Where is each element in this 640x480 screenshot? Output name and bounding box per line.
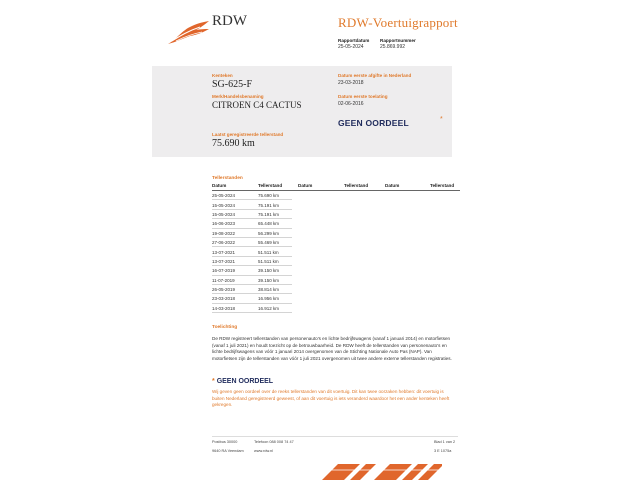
row-date: 14-03-2018 [212,305,236,311]
eerste-afgifte-value: 23-03-2018 [338,80,364,86]
table-row [212,229,292,238]
decorative-stripes-icon [316,460,442,480]
table-row [212,210,292,219]
row-date: 15-05-2024 [212,202,236,208]
table-row [212,191,292,200]
col-header-datum-2: Datum [298,183,313,188]
row-value: 39.150 km [258,268,280,274]
table-row [212,294,292,303]
row-date: 13-07-2021 [212,258,236,264]
footer-website[interactable]: www.rdw.nl [254,449,273,453]
row-date: 23-03-2018 [212,296,236,302]
vehicle-info-panel [152,66,452,157]
row-date: 19-08-2022 [212,230,236,236]
report-date-label: Rapportdatum [338,38,370,43]
footer-divider [212,436,458,437]
row-date: 11-07-2019 [212,277,235,283]
row-date: 26-05-2019 [212,287,236,293]
report-title: RDW-Voertuigrapport [338,15,458,30]
brand-name: RDW [212,13,247,29]
merk-value: CITROEN C4 CACTUS [212,100,302,110]
table-row [212,276,292,285]
report-number: 25.869.992 [380,44,406,50]
row-date: 25-05-2024 [212,193,236,199]
table-row [212,304,292,313]
table-row [212,219,292,228]
row-value: 39.150 km [258,277,280,283]
row-value: 51.511 km [258,249,279,255]
toelichting-paragraph: De RDW registreert tellerstanden van personenauto's en lichte bedrijfswagens (vanaf 1 januari 2014) en motorfietsen (vanaf 1 juli 2021) en houdt toezicht op de betrouwbaarheid. De RDW heeft de tellerstanden van personenauto's en lichte bedrijfswagens van vóór 1 januari 2014 overgenomen van de Stichting Nationale Auto Pas (NAP). Van motorfietsen zijn de tellerstanden van vóór 1 juli 2021 overgenomen uit twee andere externe tellerstanden registraties. [212,336,452,361]
table-row [212,257,292,266]
table-row [212,285,292,294]
oordeel-asterisk: * [440,116,443,123]
merk-label: Merk/Handelsbenaming [212,94,264,99]
stand-value: 75.690 km [212,138,255,149]
col-header-tellerstand-2: Tellerstand [344,183,369,188]
row-value: 38.814 km [258,287,280,293]
table-header-divider [212,190,460,191]
table-row [212,238,292,247]
row-value: 16.956 km [258,296,280,302]
col-header-datum-3: Datum [385,183,400,188]
oordeel-heading-asterisk: * [212,378,215,385]
row-value: 75.690 km [258,193,280,199]
stand-label: Laatst geregistreerde tellerstand [212,132,284,137]
tellerstanden-title: Tellerstanden [212,176,243,181]
table-row [212,266,292,275]
kenteken-label: Kenteken [212,73,233,78]
row-value: 16.912 km [258,305,280,311]
row-date: 15-05-2024 [212,211,236,217]
row-value: 55.469 km [258,240,280,246]
footer-postbus: Postbus 30000 [212,440,238,444]
row-date: 13-07-2021 [212,249,236,255]
row-value: 51.511 km [258,258,279,264]
report-number-label: Rapportnummer [380,38,416,43]
eerste-toelating-label: Datum eerste toelating [338,94,388,99]
tellerstanden-rows [212,191,292,313]
eerste-afgifte-label: Datum eerste afgifte in Nederland [338,73,412,78]
footer-telefoon: Telefoon 088 008 74 47 [254,440,294,444]
row-date: 27-06-2022 [212,240,236,246]
table-row [212,200,292,209]
report-date: 25-05-2024 [338,44,364,50]
row-date: 16-06-2023 [212,221,236,227]
row-value: 75.191 km [258,202,280,208]
row-value: 75.191 km [258,211,280,217]
footer-postcode: 9640 RA Veendam [212,449,244,453]
footer-code: 3 E 1075a [434,449,452,453]
col-header-tellerstand-1: Tellerstand [258,183,283,188]
row-value: 65.448 km [258,221,280,227]
toelichting-title: Toelichting [212,325,238,330]
row-value: 56.299 km [258,230,280,236]
oordeel-heading [212,378,273,385]
rdw-logo-icon [166,20,210,46]
oordeel-explanation: Wij geven geen oordeel over de reeks tellerstanden van dit voertuig. Dit kan twee oorzaken hebben: dit voertuig is buiten Nederland geregistreerd geweest, of aan dit voertuig is iets veranderd waardoor het een ander kenteken heeft gekregen. [212,389,450,407]
col-header-datum-1: Datum [212,183,227,188]
table-row [212,247,292,256]
eerste-toelating-value: 02-06-2016 [338,101,364,107]
oordeel-verdict: GEEN OORDEEL [338,118,409,128]
row-date: 16-07-2019 [212,268,236,274]
oordeel-heading-text: GEEN OORDEEL [216,378,274,385]
kenteken-value: SG-625-F [212,79,253,90]
col-header-tellerstand-3: Tellerstand [430,183,455,188]
footer-page-count: Blad 1 van 2 [434,440,456,444]
